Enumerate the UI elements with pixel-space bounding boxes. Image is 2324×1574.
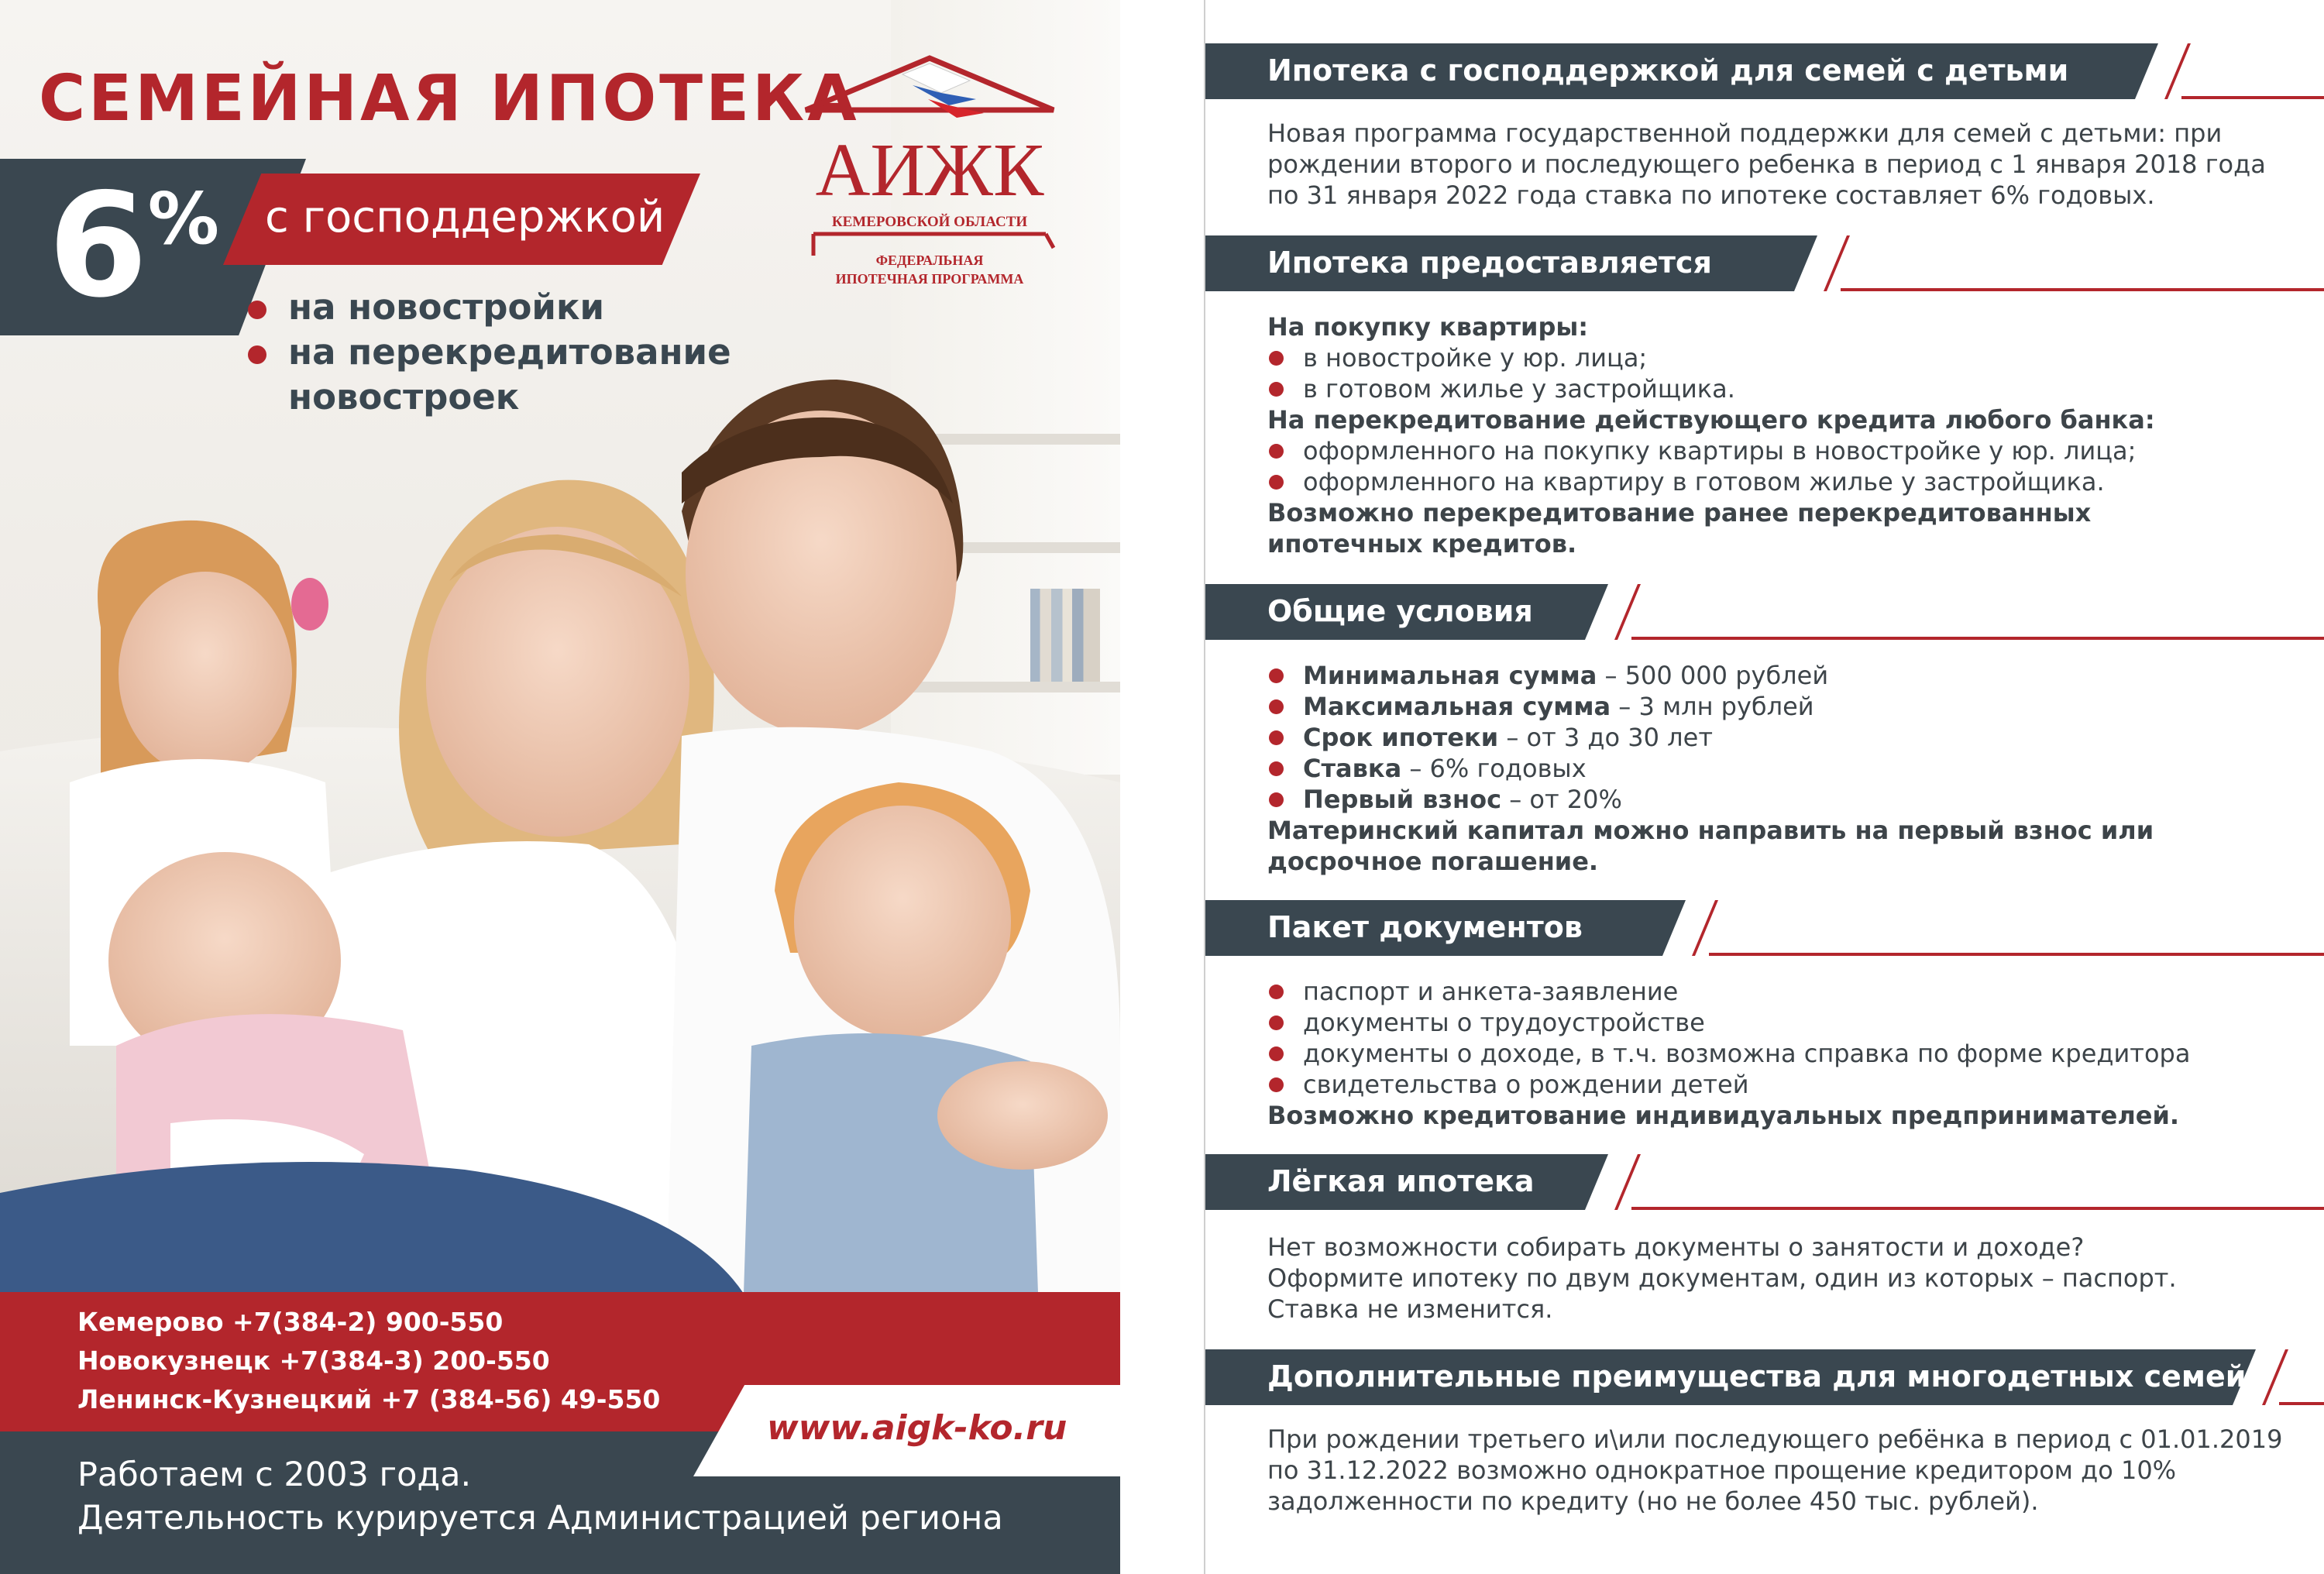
list-item: в новостройке у юр. лица; — [1267, 342, 2290, 373]
logo-text: АИЖК — [815, 129, 1044, 212]
section-body: Нет возможности собирать документы о занятости и доходе? Оформите ипотеку по двум документам, один из которых – паспорт. Ставка не изменится. — [1267, 1232, 2177, 1324]
bullet-icon — [1269, 444, 1284, 459]
logo-program: ФЕДЕРАЛЬНАЯ — [875, 253, 984, 268]
bullet-icon — [1269, 475, 1284, 490]
footer-text — [77, 1453, 1003, 1540]
page-gap — [1120, 0, 1204, 1574]
aizhk-logo — [790, 54, 1069, 294]
section-title: Пакет документов — [1267, 910, 1583, 944]
contact-phone: Ленинск-Кузнецкий +7 (384-56) 49-550 — [77, 1384, 661, 1414]
conditions-list — [1267, 660, 2290, 815]
bullet-icon — [1269, 1046, 1284, 1061]
section-body: На покупку квартиры: в новостройке у юр. лица; в готовом жилье у застройщика. На перекредитование действующего кредита любого банка: оформленного на покупку квартиры в новостройке у юр. лица; оформленного на квартиру в готовом жилье у застройщика. Возможно перекредитование ранее перекредитованных ипотечных кредитов. — [1267, 311, 2290, 559]
list-item: Минимальная сумма – 500 000 рублей — [1267, 660, 2290, 691]
section-body: Минимальная сумма – 500 000 рублей Максимальная сумма – 3 млн рублей Срок ипотеки – от 3 до 30 лет Ставка – 6% годовых Первый взнос – от 20% Материнский капитал можно направить на первый взнос или досрочное погашение. — [1267, 660, 2290, 877]
bullet-icon — [1269, 1016, 1284, 1030]
contact-phone: Кемерово +7(384-2) 900-550 — [77, 1307, 504, 1337]
list-item: свидетельства о рождении детей — [1267, 1069, 2290, 1100]
section-header — [1205, 1349, 2324, 1405]
list-item: документы о трудоустройстве — [1267, 1007, 2290, 1038]
section-title: Общие условия — [1267, 594, 1533, 628]
section-body: Новая программа государственной поддержки для семей с детьми: при рождении второго и последующего ребенка в период с 1 января 2018 года по 31 января 2022 года ставка по ипотеке составляет 6% годовых. — [1267, 119, 2266, 210]
percent-sign: % — [147, 177, 219, 260]
section-body: При рождении третьего и\или последующего ребёнка в период с 01.01.2019 по 31.12.2022 возможно однократное прощение кредитором до 10% задолженности по кредиту (но не более 450 тыс. рублей). — [1267, 1425, 2283, 1516]
section-title: Лёгкая ипотека — [1267, 1164, 1535, 1198]
feature-item: на новостройки — [248, 285, 768, 330]
section-header — [1205, 900, 2324, 956]
feature-list — [248, 285, 768, 420]
list-item: оформленного на квартиру в готовом жилье у застройщика. — [1267, 466, 2290, 497]
list-item: Первый взнос – от 20% — [1267, 784, 2290, 815]
list-item: паспорт и анкета-заявление — [1267, 976, 2290, 1007]
section-header — [1205, 43, 2324, 99]
refinance-list — [1267, 435, 2290, 497]
family-photo — [0, 349, 1120, 1294]
section-body: паспорт и анкета-заявление документы о трудоустройстве документы о доходе, в т.ч. возможна справка по форме кредитора свидетельства о рождении детей Возможно кредитование индивидуальных предпринимателей. — [1267, 976, 2290, 1131]
list-item: оформленного на покупку квартиры в новостройке у юр. лица; — [1267, 435, 2290, 466]
footer-line: Работаем с 2003 года. — [77, 1455, 472, 1494]
list-item: Срок ипотеки – от 3 до 30 лет — [1267, 722, 2290, 753]
bullet-icon — [1269, 668, 1284, 683]
bullet-icon — [1269, 761, 1284, 776]
section-header — [1205, 235, 2324, 291]
logo-program: ИПОТЕЧНАЯ ПРОГРАММА — [835, 271, 1024, 287]
bullet-icon — [1269, 382, 1284, 397]
purchase-list — [1267, 342, 2290, 404]
section-header — [1205, 1154, 2324, 1210]
bullet-icon — [1269, 351, 1284, 366]
contact-phone: Новокузнецк +7(384-3) 200-550 — [77, 1345, 550, 1376]
website-link[interactable]: www.aigk-ko.ru — [767, 1408, 1067, 1448]
rate-number: 6 — [48, 162, 148, 329]
section-title: Ипотека с господдержкой для семей с детьми — [1267, 53, 2069, 88]
list-item: в готовом жилье у застройщика. — [1267, 373, 2290, 404]
list-item: документы о доходе, в т.ч. возможна справка по форме кредитора — [1267, 1038, 2290, 1069]
documents-list — [1267, 976, 2290, 1100]
section-title: Ипотека предоставляется — [1267, 246, 1712, 280]
bullet-icon — [1269, 1077, 1284, 1092]
bullet-icon — [248, 301, 266, 319]
feature-item: на перекредитование новостроек — [248, 330, 768, 420]
flyer-title: СЕМЕЙНАЯ ИПОТЕКА — [39, 62, 860, 136]
subsidy-label: с господдержкой — [265, 192, 665, 242]
bullet-icon — [248, 345, 266, 364]
list-item: Ставка – 6% годовых — [1267, 753, 2290, 784]
mortgage-flyer-back — [1204, 0, 2324, 1574]
section-title: Дополнительные преимущества для многодетных семей — [1267, 1359, 2247, 1394]
bullet-icon — [1269, 792, 1284, 807]
bullet-icon — [1269, 985, 1284, 999]
contact-list — [77, 1303, 660, 1419]
section-header — [1205, 584, 2324, 640]
rate-value — [48, 162, 219, 329]
logo-region: КЕМЕРОВСКОЙ ОБЛАСТИ — [831, 214, 1028, 230]
footer-line: Деятельность курируется Администрацией региона — [77, 1499, 1003, 1538]
bullet-icon — [1269, 730, 1284, 745]
mortgage-flyer-front — [0, 0, 1120, 1574]
bullet-icon — [1269, 699, 1284, 714]
list-item: Максимальная сумма – 3 млн рублей — [1267, 691, 2290, 722]
